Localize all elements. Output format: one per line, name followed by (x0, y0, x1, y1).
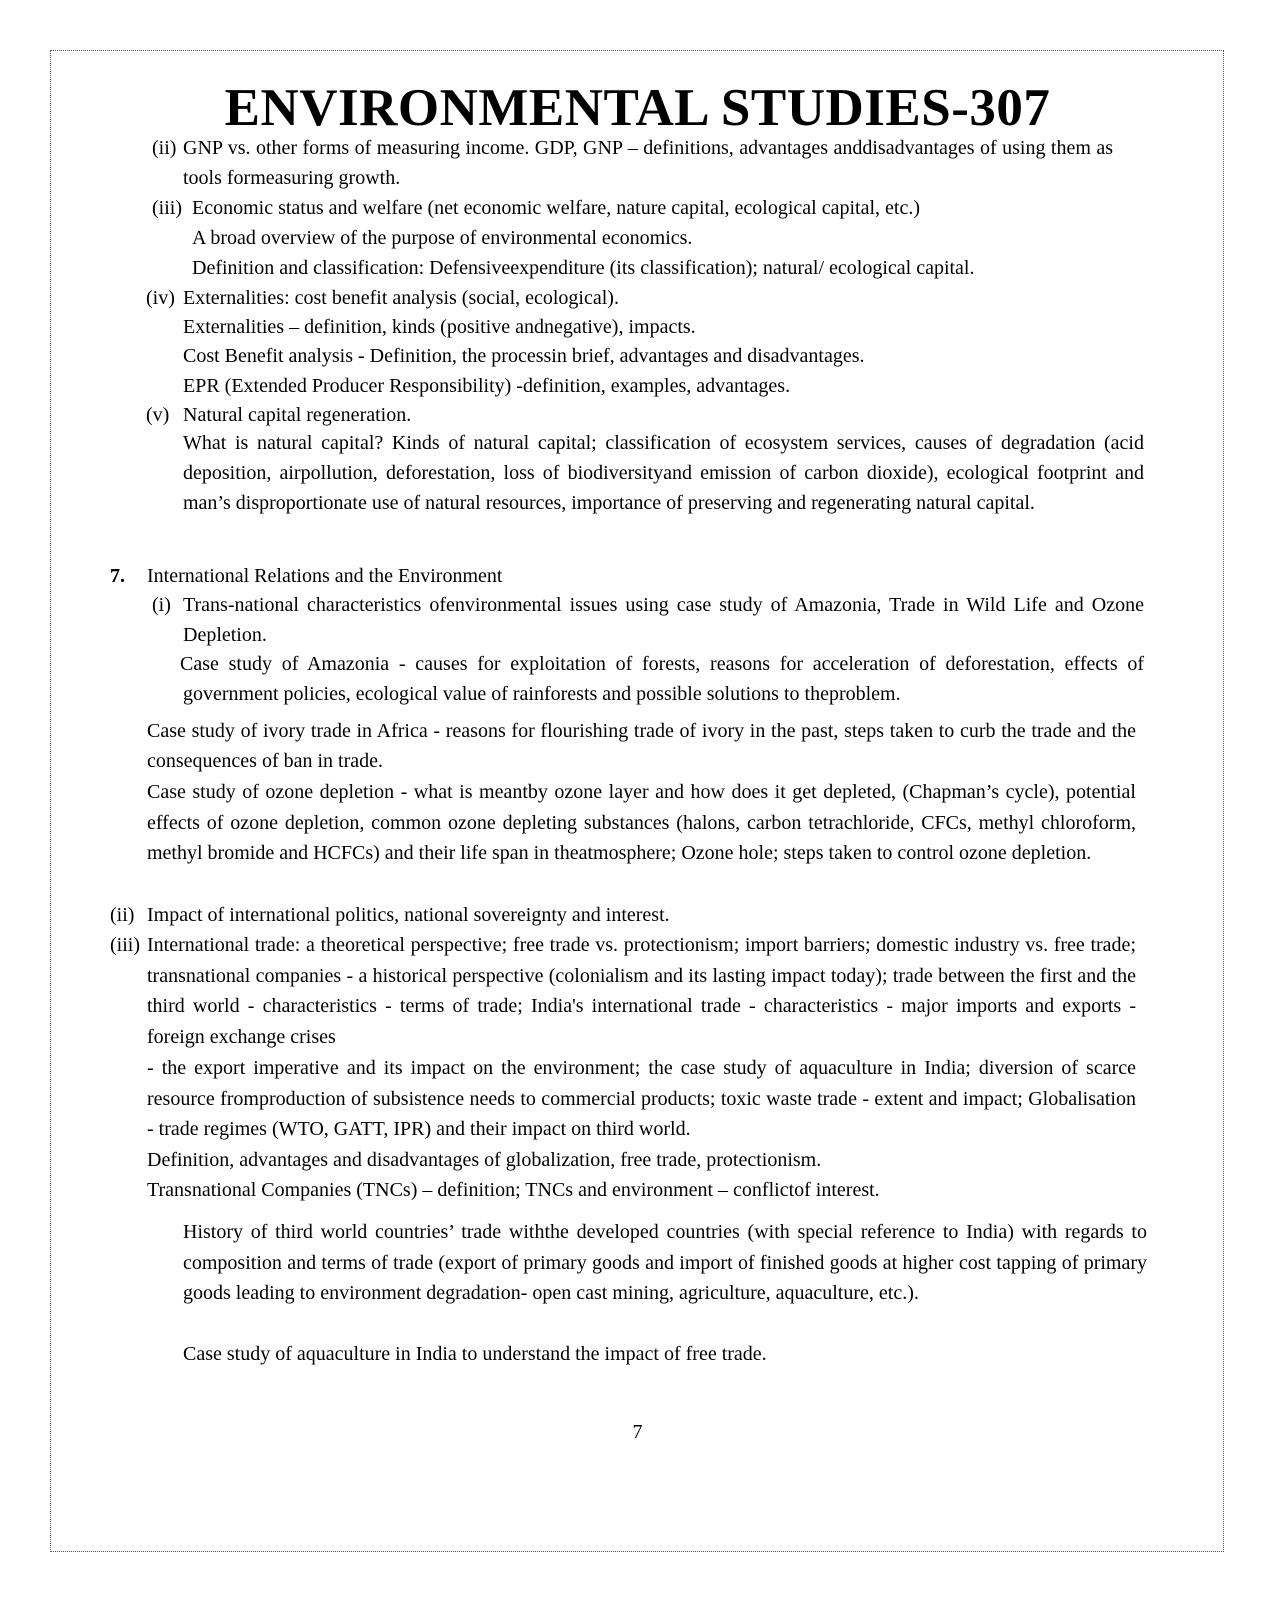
item-international-trade-text: International trade: a theoretical perspective; free trade vs. protectionism; import barriers; domestic industry vs. free trade; transnational companies - a historical perspective (colonialism and its lasting impact today); trade between the first and the third world - characteristics - terms of trade; India's international trade - characteristics - major imports and exports - foreign exchange crises (147, 934, 1136, 1048)
item-economic-status-line1: A broad overview of the purpose of environmental economics. (192, 227, 693, 249)
item-natural-capital-title: Natural capital regeneration. (183, 404, 412, 426)
page-title: ENVIRONMENTAL STUDIES-307 (224, 79, 1051, 137)
item-economic-status-title: Economic status and welfare (net economic welfare, nature capital, ecological capital, etc.) (192, 197, 920, 219)
item-economic-status-line2: Definition and classification: Defensiveexpenditure (its classification); natural/ ecological capital. (192, 257, 975, 279)
item-label-iii: (iii) (152, 197, 182, 219)
item-externalities-line3: EPR (Extended Producer Responsibility) -definition, examples, advantages. (183, 375, 791, 397)
item-externalities-line2: Cost Benefit analysis - Definition, the processin brief, advantages and disadvantages. (183, 345, 865, 367)
item-label-ii-sec7: (ii) (110, 904, 135, 926)
item-label-iv: (iv) (146, 287, 175, 309)
item-globalization-definition: Definition, advantages and disadvantages of globalization, free trade, protectionism. (147, 1149, 822, 1171)
item-gnp-text: GNP vs. other forms of measuring income. GDP, GNP – definitions, advantages anddisadvantages of using them as tools formeasuring growth. (183, 137, 1113, 190)
history-trade-text: History of third world countries’ trade withthe developed countries (with special reference to India) with regards to composition and terms of trade (export of primary goods and import of finished goods at higher cost tapping of primary goods leading to environment degradation- open cast mining, agriculture, aquaculture, etc.). (183, 1221, 1147, 1305)
ozone-case-study: Case study of ozone depletion - what is meantby ozone layer and how does it get depleted, (Chapman’s cycle), potential effects of ozone depletion, common ozone depleting substances (halons, carbon tetrachloride, CFCs, methyl chloroform, methyl bromide and HCFCs) and their life span in theatmosphere; Ozone hole; steps taken to control ozone depletion. (147, 781, 1136, 865)
item-amazonia-text: Case study of Amazonia - causes for exploitation of forests, reasons for acceleration of deforestation, effects of government policies, ecological value of rainforests and possible solutions to theproblem. (180, 653, 1144, 706)
item-externalities-title: Externalities: cost benefit analysis (social, ecological). (183, 287, 619, 309)
item-label-i: (i) (152, 594, 171, 616)
section-number: 7. (110, 565, 125, 587)
section-heading: International Relations and the Environment (147, 565, 503, 587)
item-label-iii-sec7: (iii) (110, 934, 140, 956)
item-international-politics: Impact of international politics, national sovereignty and interest. (147, 904, 670, 926)
item-natural-capital-text: What is natural capital? Kinds of natural capital; classification of ecosystem services, causes of degradation (acid deposition, airpollution, deforestation, loss of biodiversityand emission of carbon dioxide), ecological footprint and man’s disproportionate use of natural resources, importance of preserving and regenerating natural capital. (183, 432, 1144, 514)
ivory-case-study: Case study of ivory trade in Africa - reasons for flourishing trade of ivory in the past, steps taken to curb the trade and the consequences of ban in trade. (147, 720, 1136, 772)
item-label-ii: (ii) (152, 137, 177, 159)
item-tnc-definition: Transnational Companies (TNCs) – definition; TNCs and environment – conflictof interest. (147, 1179, 880, 1201)
item-export-imperative-text: - the export imperative and its impact on the environment; the case study of aquaculture in India; diversion of scarce resource fromproduction of subsistence needs to commercial products; toxic waste trade - extent and impact; Globalisation - trade regimes (WTO, GATT, IPR) and their impact on third world. (147, 1057, 1136, 1141)
item-label-v: (v) (146, 404, 170, 426)
page-number: 7 (632, 1421, 643, 1443)
item-externalities-line1: Externalities – definition, kinds (positive andnegative), impacts. (183, 316, 696, 338)
aquaculture-case-study: Case study of aquaculture in India to understand the impact of free trade. (183, 1343, 767, 1365)
item-transnational-title: Trans-national characteristics ofenvironmental issues using case study of Amazonia, Trade in Wild Life and Ozone Depletion. (183, 594, 1144, 647)
